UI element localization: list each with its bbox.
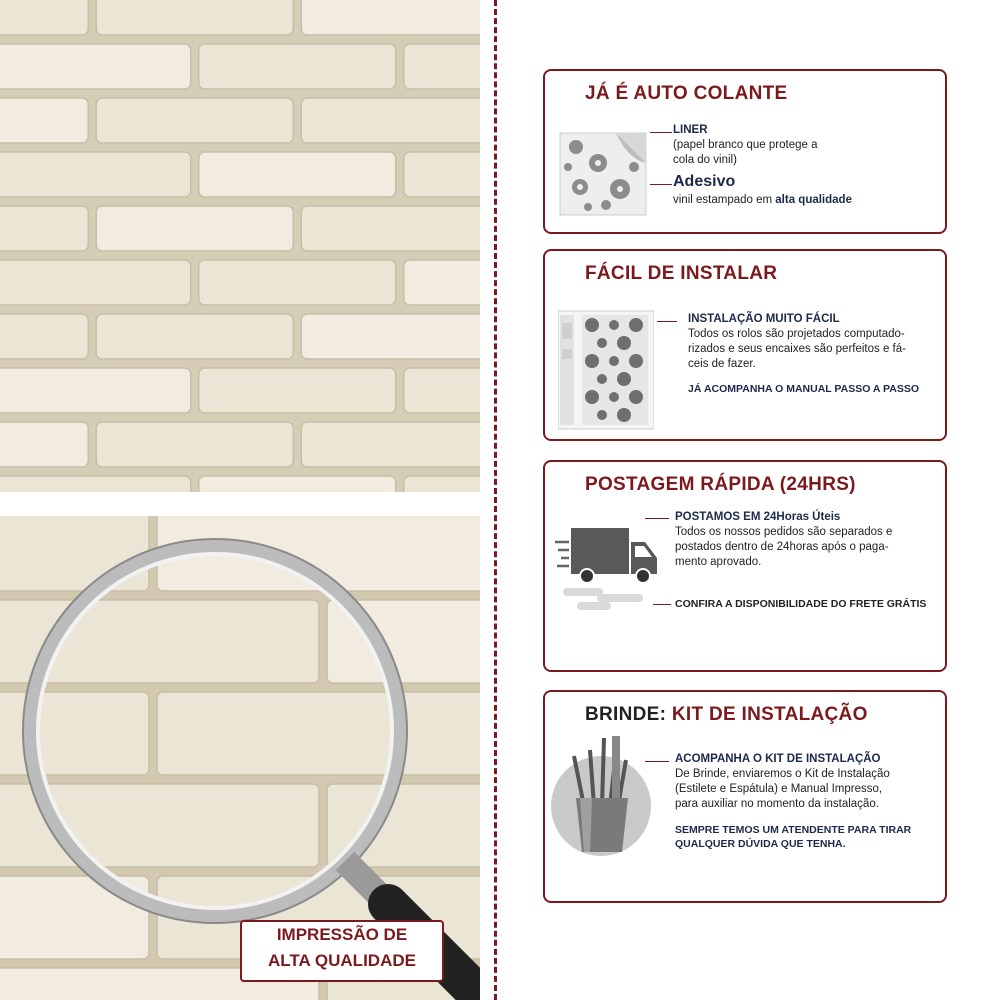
facil-line-1: Todos os rolos são projetados computado-	[688, 328, 905, 340]
tool-cup-icon	[550, 728, 652, 856]
vinyl-sample-icon	[558, 131, 648, 217]
brick	[0, 368, 191, 413]
panel-gap	[0, 492, 480, 516]
brinde-line-3: para auxiliar no momento da instalação.	[675, 798, 879, 810]
card-facil-instalar	[543, 249, 947, 441]
brick	[301, 314, 480, 359]
leader-line	[653, 604, 671, 605]
flower-mark	[609, 320, 619, 330]
brick	[199, 152, 396, 197]
flower-mark	[597, 374, 607, 384]
brick	[404, 368, 480, 413]
flower-mark	[597, 338, 607, 348]
flower-mark	[597, 410, 607, 420]
dashed-divider	[494, 0, 497, 1000]
brick	[0, 206, 88, 251]
brick	[0, 476, 191, 492]
brick	[404, 152, 480, 197]
card-title	[585, 704, 868, 726]
brinde-note-2: QUALQUER DÚVIDA QUE TENHA.	[675, 838, 846, 850]
brick-wall-photo	[0, 0, 480, 1000]
brick-wall-top	[0, 0, 480, 492]
badge-line-1: IMPRESSÃO DE	[276, 925, 408, 944]
flower-mark	[617, 336, 631, 350]
leader-line	[650, 132, 672, 133]
postagem-line-1: Todos os nossos pedidos são separados e	[675, 526, 893, 538]
brick	[404, 44, 480, 89]
brick	[301, 0, 480, 35]
leader-line	[645, 761, 669, 762]
adesivo-desc	[673, 193, 852, 208]
brick	[404, 260, 480, 305]
brick	[157, 692, 480, 775]
flower-mark	[585, 390, 599, 404]
card-title: POSTAGEM RÁPIDA (24HRS)	[585, 474, 856, 495]
brick	[199, 476, 396, 492]
leader-line	[657, 321, 677, 322]
brick	[199, 368, 396, 413]
card-postagem	[543, 460, 947, 672]
flower-mark	[609, 356, 619, 366]
adesivo-desc-bold: alta qualidade	[775, 194, 852, 206]
quality-badge	[240, 920, 444, 982]
brick	[301, 98, 480, 143]
flower-mark	[629, 390, 643, 404]
card-brinde	[543, 690, 947, 903]
liner-desc-2: cola do vinil)	[673, 154, 737, 166]
postagem-line-3: mento aprovado.	[675, 556, 762, 568]
postagem-line-2: postados dentro de 24horas após o paga-	[675, 541, 889, 553]
brick	[96, 98, 293, 143]
facil-heading: INSTALAÇÃO MUITO FÁCIL	[688, 313, 840, 325]
card-title: JÁ É AUTO COLANTE	[585, 83, 788, 104]
brick	[301, 206, 480, 251]
flower-mark	[629, 354, 643, 368]
brick	[0, 314, 88, 359]
brick	[0, 152, 191, 197]
flower-mark	[609, 392, 619, 402]
title-dark: BRINDE:	[585, 704, 667, 725]
flower-mark	[617, 372, 631, 386]
liner-label: LINER	[673, 124, 708, 136]
brick	[96, 0, 293, 35]
postagem-heading: POSTAMOS EM 24Horas Úteis	[675, 511, 841, 523]
adesivo-desc-text: vinil estampado em	[673, 194, 773, 206]
delivery-truck-icon	[553, 522, 663, 612]
adesivo-label: Adesivo	[673, 173, 736, 190]
brick	[96, 422, 293, 467]
leader-line	[650, 184, 672, 185]
flower-mark	[629, 318, 643, 332]
leader-line	[645, 518, 669, 519]
brick	[0, 0, 88, 35]
brick	[301, 422, 480, 467]
brick	[0, 98, 88, 143]
brick	[96, 206, 293, 251]
flower-mark	[585, 318, 599, 332]
brick	[0, 422, 88, 467]
brinde-line-2: (Estilete e Espátula) e Manual Impresso,	[675, 783, 883, 795]
brinde-line-1: De Brinde, enviaremos o Kit de Instalação	[675, 768, 890, 780]
card-auto-colante	[543, 69, 947, 234]
facil-line-3: ceis de fazer.	[688, 358, 756, 370]
liner-desc-1: (papel branco que protege a	[673, 139, 818, 151]
badge-line-2: ALTA QUALIDADE	[268, 951, 416, 970]
brick	[96, 314, 293, 359]
flower-mark	[617, 408, 631, 422]
brick	[199, 44, 396, 89]
brinde-heading: ACOMPANHA O KIT DE INSTALAÇÃO	[675, 753, 881, 765]
brick	[0, 44, 191, 89]
card-title: FÁCIL DE INSTALAR	[585, 263, 778, 284]
postagem-note: CONFIRA A DISPONIBILIDADE DO FRETE GRÁTIS	[675, 598, 927, 610]
title-red: KIT DE INSTALAÇÃO	[671, 704, 868, 725]
facil-note: JÁ ACOMPANHA O MANUAL PASSO A PASSO	[688, 383, 920, 395]
brick	[199, 260, 396, 305]
brick	[404, 476, 480, 492]
door-wallpaper-icon	[558, 309, 654, 431]
brick	[0, 260, 191, 305]
flower-mark	[585, 354, 599, 368]
facil-line-2: rizados e seus encaixes são perfeitos e fá-	[688, 343, 906, 355]
brinde-note-1: SEMPRE TEMOS UM ATENDENTE PARA TIRAR	[675, 824, 912, 836]
